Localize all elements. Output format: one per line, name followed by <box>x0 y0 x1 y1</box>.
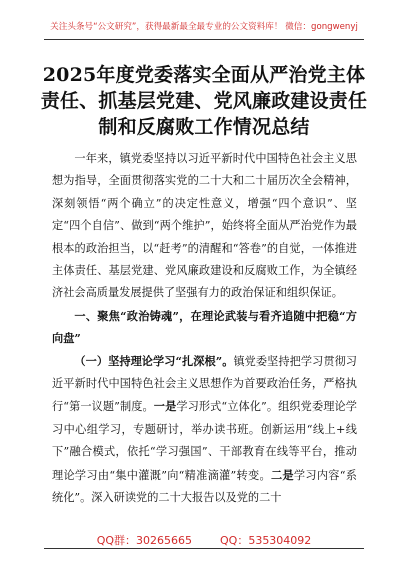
header-notice: 关注头条号“公文研究”，获得最新最全最专业的公文资料库！ 微信：gongwenyj <box>50 22 358 32</box>
point-lead-2: 二是 <box>270 467 294 482</box>
subsection-text-1: 镇党委坚持把学习贯彻习近平新时代中国特色社会主义思想作为首要政治任务，严格执行“第一议题”制度。 <box>52 354 357 414</box>
footer-contact <box>0 532 408 548</box>
document-title: 2025年度党委落实全面从严治党主体责任、抓基层党建、党风廉政建设责任制和反腐败工作情况总结 <box>40 64 368 138</box>
document-body <box>52 148 357 510</box>
point-lead-1: 一是 <box>153 399 177 414</box>
footer-divider <box>44 548 364 549</box>
point-text-1: 学习形式“立体化”。组织党委理论学习中心组学习，专题研讨，举办读书班。创新运用“线上+线下”融合模式，依托“学习强国”、干部教育在线等平台，推动理论学习由“集中灌溉”向“精准滴灌”转变。 <box>52 400 357 482</box>
point-text-2: 学习内容“系统化”。深入研读党的二十大报告以及党的二十 <box>52 468 357 505</box>
intro-paragraph: 一年来，镇党委坚持以习近平新时代中国特色社会主义思想为指导，全面贯彻落实党的二十大和二十届历次全会精神，深刻领悟“两个确立”的决定性意义，增强“四个意识”、坚定“四个自信”、做到“两个维护”，始终将全面从严治党作为最根本的政治担当，以“赶考”的清醒和“答卷”的自觉，一体推进主体责任、基层党建、党风廉政建设和反腐败工作，为全镇经济社会高质量发展提供了坚强有力的政治保证和组织保证。 <box>52 152 357 300</box>
header-divider <box>44 39 364 40</box>
subsection-paragraph-1 <box>52 350 357 510</box>
subsection-heading-1: （一）坚持理论学习“扎深根”。 <box>74 353 234 368</box>
footer-qq-group: QQ群：30265665 <box>96 534 192 547</box>
section-heading-1: 一、聚焦“政治铸魂”，在理论武装与看齐追随中把稳“方向盘” <box>52 308 357 346</box>
footer-qq: QQ：535304092 <box>220 534 312 547</box>
